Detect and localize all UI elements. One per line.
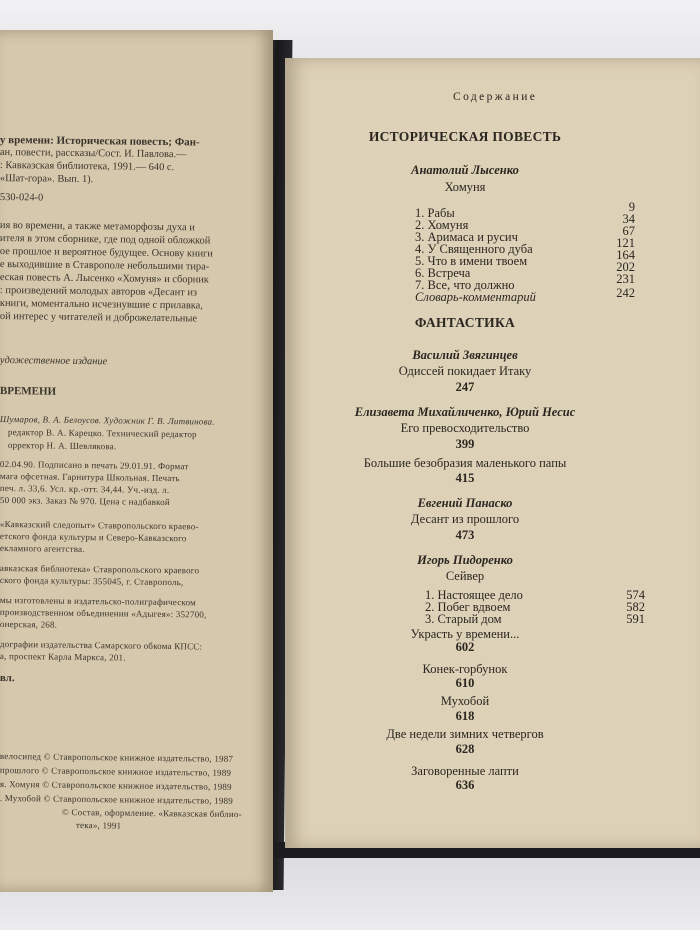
work-page: 610 (455, 676, 475, 690)
annotation-line: ое прошлое и вероятное будущее. Основу книги (0, 246, 213, 260)
chapter-page: 67 (622, 224, 635, 238)
left-page-imprint (0, 30, 273, 892)
chapter-label: 4. У Священного дуба (415, 242, 533, 256)
author-zvyagintsev: Василий Звягинцев (412, 348, 518, 362)
print-data-line: 50 000 экз. Заказ № 970. Цена с надбавкой (0, 494, 170, 508)
print-data-line: печ. л. 33,6. Усл. кр.-отт. 34,44. Уч.-изд. л. (0, 482, 170, 496)
chapter-label: 6. Встреча (415, 266, 471, 280)
author-lysenko: Анатолий Лысенко (411, 163, 519, 177)
author-mikhailichenko-nesis: Елизавета Михайличенко, Юрий Несис (354, 405, 576, 419)
printer-line: производственном объединении «Адыгея»: 352700, (0, 606, 207, 620)
work-title: Мухобой (440, 694, 490, 708)
book-title-imprint: ВРЕМЕНИ (0, 385, 57, 398)
imprint-code: вл. (0, 672, 15, 685)
publisher-line: етского фонда культуры и Северо-Кавказского (0, 530, 187, 544)
copyright-line: тека», 1991 (75, 819, 122, 831)
annotation-line: е выходившие в Ставрополе небольшими тира- (0, 259, 210, 273)
work-page: 636 (455, 778, 475, 792)
copyright-line: велосипед © Ставропольское книжное издательство, 1987 (0, 750, 234, 764)
printer-line: дографии издательства Самарского обкома КПСС: (0, 638, 203, 652)
work-page: 618 (455, 709, 475, 723)
chapter-page: 582 (626, 600, 645, 614)
work-title-seiver: Сейвер (445, 569, 485, 583)
work-page: 247 (455, 380, 475, 394)
chapter-page: 9 (628, 200, 635, 214)
chapter-label: 2. Побег вдвоем (425, 600, 511, 614)
chapter-label: 5. Что в имени твоем (415, 254, 528, 268)
chapter-page: 121 (616, 236, 635, 250)
work-title: Его превосходительство (400, 421, 530, 435)
publisher-line: ского фонда культуры: 355045, г. Ставрополь, (0, 574, 184, 588)
annotation-line: ителя в этом сборнике, где под одной обложкой (0, 233, 211, 247)
section-title-historical: ИСТОРИЧЕСКАЯ ПОВЕСТЬ (368, 129, 562, 144)
staff-line: орректор Н. А. Шевлякова. (7, 439, 117, 452)
copyright-line: прошлого © Ставропольское книжное издательство, 1989 (0, 764, 232, 778)
chapter-page: 231 (616, 272, 635, 286)
work-title: Большие безобразия маленького папы (363, 456, 567, 470)
copyright-line: я. Хомуня © Ставропольское книжное издательство, 1989 (0, 778, 232, 792)
chapter-page: 164 (616, 248, 635, 262)
imprint-line: у времени: Историческая повесть; Фан- (0, 134, 200, 149)
printer-line: мы изготовлены в издательско-полиграфическом (0, 594, 197, 608)
edition-type: удожественное издание (0, 355, 108, 368)
chapter-page: 34 (622, 212, 635, 226)
work-title: Конек-горбунок (422, 662, 508, 676)
work-title: Десант из прошлого (410, 512, 520, 526)
imprint-line: «Шат-гора». Вып. 1). (0, 173, 94, 186)
annotation-line: ой интерес у читателей и доброжелательные (0, 311, 198, 325)
chapter-page: 591 (626, 612, 645, 626)
author-pidorenko: Игорь Пидоренко (417, 553, 513, 567)
copyright-line: . Мухобой © Ставропольское книжное издательство, 1989 (0, 792, 234, 806)
chapter-label: 1. Настоящее дело (425, 588, 523, 602)
staff-line: редактор В. А. Карецко. Технический редактор (7, 426, 197, 440)
imprint-line: : Кавказская библиотека, 1991.— 640 с. (0, 160, 175, 174)
right-page-contents (285, 58, 700, 848)
print-data-line: 02.04.90. Подписано в печать 29.01.91. Формат (0, 458, 189, 472)
annotation-line: книги, моментально исчезнувшие с прилавка, (0, 298, 203, 312)
work-page: 602 (455, 640, 475, 654)
work-page: 399 (455, 437, 475, 451)
annotation-line: ия во времени, а также метаморфозы духа и (0, 220, 195, 234)
work-title: Одиссей покидает Итаку (398, 364, 532, 378)
chapter-label: 2. Хомуня (415, 218, 469, 232)
work-title: Заговоренные лапти (411, 764, 519, 778)
copyright-line: © Состав, оформление. «Кавказская библио- (61, 806, 242, 820)
chapter-label: 3. Старый дом (425, 612, 502, 626)
section-title-fantasy: ФАНТАСТИКА (414, 315, 516, 330)
work-page: 473 (455, 528, 475, 542)
glossary-label: Словарь-комментарий (415, 290, 536, 304)
annotation-line: еская повесть А. Лысенко «Хомуня» и сборник (0, 272, 209, 286)
work-page: 415 (455, 471, 475, 485)
author-panasko: Евгений Панаско (417, 496, 513, 510)
publisher-line: авказская библиотека» Ставропольского краевого (0, 562, 200, 576)
contents-header: Содержание (453, 91, 538, 103)
chapter-page: 202 (616, 260, 635, 274)
chapter-label: 1. Рабы (415, 206, 455, 220)
work-title-khomunya: Хомуня (444, 180, 486, 194)
chapter-label: 7. Все, что должно (415, 278, 515, 292)
imprint-line: ан, повести, рассказы/Сост. И. Павлова.— (0, 147, 187, 161)
glossary-page: 242 (616, 286, 635, 300)
chapter-page: 574 (626, 588, 645, 602)
chapter-label: 3. Аримаса и русич (415, 230, 518, 244)
work-title: Украсть у времени... (410, 627, 520, 641)
printer-line: а, проспект Карла Маркса, 201. (0, 650, 126, 663)
staff-line: Шумаров, В. А. Белоусов. Художник Г. В. Литвинова. (0, 413, 215, 427)
work-title: Две недели зимних четвергов (386, 727, 544, 741)
publisher-line: екламного агентства. (0, 542, 85, 555)
work-page: 628 (455, 742, 475, 756)
printer-line: онерская, 268. (0, 618, 58, 630)
publisher-line: «Кавказский следопыт» Ставропольского краево- (0, 518, 199, 532)
isbn-line: 530-024-0 (0, 192, 44, 204)
print-data-line: мага офсетная. Гарнитура Школьная. Печать (0, 470, 180, 484)
annotation-line: : произведений молодых авторов «Десант из (0, 285, 198, 299)
